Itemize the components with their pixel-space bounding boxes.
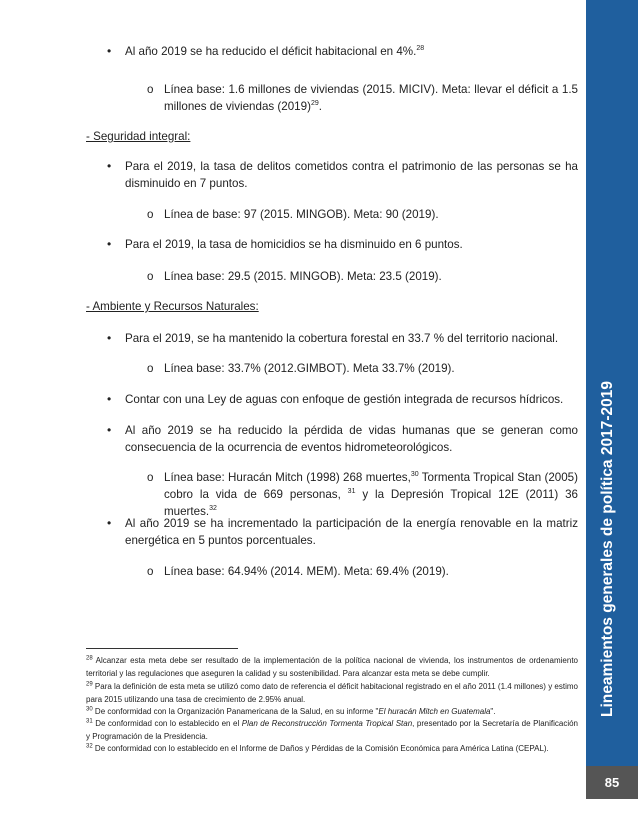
footnote-number: 28 bbox=[86, 655, 93, 662]
footnote-text: , presentado por la Secretaría de Planificación y Programación de la Presidencia. bbox=[86, 719, 578, 741]
sub-item-deficit-baseline: o Línea base: 1.6 millones de viviendas (2015. MICIV). Meta: llevar el déficit a 1.5 millones de viviendas $(2019)^{29}$. bbox=[147, 83, 578, 113]
sub-bullet-icon: o bbox=[147, 83, 154, 96]
sub-text: Línea base: 64.94% (2014. MEM). Meta: 69.4% (2019). bbox=[164, 565, 449, 578]
sub-text: Línea base: 33.7% (2012.GIMBOT). Meta 33.7% (2019). bbox=[164, 362, 455, 375]
footnote-text: ". bbox=[490, 707, 496, 716]
bullet-item-homicidios bbox=[86, 236, 578, 253]
sub-bullet-icon: o bbox=[147, 362, 154, 375]
footnote-31 bbox=[86, 718, 578, 743]
bullet-text: Al año 2019 se ha reducido el déficit habitacional en 4%. bbox=[125, 45, 417, 58]
footnote-number: 31 bbox=[86, 718, 93, 725]
section-heading-seguridad: - Seguridad integral: bbox=[86, 130, 191, 143]
footnote-text: Para la definición de esta meta se utilizó como dato de referencia el déficit habitacional registrado en el año 2011 (1.4 millones) y estimo para 2015 utilizando una tasa de crecimiento de 2.95% anual. bbox=[86, 682, 578, 704]
bullet-item-patrimonio bbox=[86, 158, 578, 192]
bullet-icon: • bbox=[107, 423, 112, 437]
sub-bullet-icon: o bbox=[147, 471, 154, 484]
section-heading-ambiente: - Ambiente y Recursos Naturales: bbox=[86, 300, 259, 313]
bullet-item-vidas-humanas bbox=[86, 422, 578, 456]
bullet-text: Para el 2019, la tasa de delitos cometidos contra el patrimonio de las personas se ha disminuido en 7 puntos. bbox=[125, 160, 578, 190]
footnote-title: El huracán Mitch en Guatemala bbox=[378, 707, 491, 716]
sub-bullet-icon: o bbox=[147, 270, 154, 283]
page-number: 85 bbox=[586, 766, 638, 799]
footnote-number: 30 bbox=[86, 706, 93, 713]
footnote-30 bbox=[86, 706, 578, 719]
bullet-icon: • bbox=[107, 159, 112, 173]
bullet-text: Al año 2019 se ha reducido la pérdida de vidas humanas que se generan como consecuencia de la ocurrencia de eventos hidrometeorológicos. bbox=[125, 424, 578, 454]
sub-text: Línea de base: 97 (2015. MINGOB). Meta: 90 (2019). bbox=[164, 208, 439, 221]
footnote-ref: 31 bbox=[347, 488, 356, 496]
sidebar-title: Lineamientos generales de política 2017-2019 bbox=[599, 381, 616, 717]
footnote-ref: 30 bbox=[410, 471, 419, 479]
footnote-text: De conformidad con lo establecido en el bbox=[92, 719, 242, 728]
footnote-ref: 32 bbox=[209, 505, 217, 513]
footnote-29 bbox=[86, 681, 578, 706]
footnote-title: Plan de Reconstrucción Tormenta Tropical Stan bbox=[241, 719, 413, 728]
bullet-icon: • bbox=[107, 516, 112, 530]
sub-item-cobertura-baseline bbox=[86, 360, 578, 377]
footnote-number: 32 bbox=[86, 743, 93, 750]
bullet-item-ley-aguas bbox=[86, 391, 578, 408]
sub-bullet-icon: o bbox=[147, 208, 154, 221]
footnote-divider bbox=[86, 648, 238, 649]
bullet-item-energia bbox=[86, 515, 578, 549]
sub-text: Línea base: 1.6 millones de viviendas (2015. MICIV). Meta: llevar el déficit a 1.5 millones de viviendas (2019) bbox=[164, 83, 578, 113]
footnote-text: De conformidad con lo establecido en el Informe de Daños y Pérdidas de la Comisión Económica para América Latina (CEPAL). bbox=[92, 744, 549, 753]
bullet-text: Para el 2019, la tasa de homicidios se ha disminuido en 6 puntos. bbox=[125, 238, 463, 251]
bullet-text: Al año 2019 se ha incrementado la participación de la energía renovable en la matriz energética en 5 puntos porcentuales. bbox=[125, 517, 578, 547]
sub-text: Tormenta Tropical Stan (2005) cobro la vida de 669 personas, bbox=[164, 471, 578, 501]
sub-item-vidas-baseline bbox=[86, 469, 578, 520]
bullet-item-deficit bbox=[86, 43, 578, 60]
sub-text: y la Depresión Tropical 12E (2011) 36 muertes. bbox=[164, 488, 578, 518]
bullet-item-cobertura bbox=[86, 330, 578, 347]
bullet-icon: • bbox=[107, 44, 112, 58]
bullet-icon: • bbox=[107, 392, 112, 406]
footnote-text: De conformidad con la Organización Panamericana de la Salud, en su informe " bbox=[92, 707, 379, 716]
sub-item-homicidios-baseline bbox=[86, 268, 578, 285]
footnote-text: Alcanzar esta meta debe ser resultado de la implementación de la política nacional de vivienda, los instrumentos de ordenamiento territorial y las regulaciones que aseguren la calidad y su sostenibilidad. Para alcanzar esta meta se debe cumplir. bbox=[86, 656, 578, 678]
bullet-icon: • bbox=[107, 331, 112, 345]
footnote-number: 29 bbox=[86, 681, 93, 688]
sub-item-energia-baseline bbox=[86, 563, 578, 580]
sub-text: Línea base: 29.5 (2015. MINGOB). Meta: 23.5 (2019). bbox=[164, 270, 442, 283]
bullet-text: Para el 2019, se ha mantenido la cobertura forestal en 33.7 % del territorio nacional. bbox=[125, 332, 559, 345]
sub-text: Línea base: Huracán Mitch (1998) 268 muertes, bbox=[164, 471, 411, 484]
footnote-ref: 28 bbox=[416, 45, 425, 53]
sub-item-patrimonio-baseline bbox=[86, 206, 578, 223]
bullet-text: Contar con una Ley de aguas con enfoque de gestión integrada de recursos hídricos. bbox=[125, 393, 564, 406]
sub-bullet-icon: o bbox=[147, 565, 154, 578]
bullet-icon: • bbox=[107, 237, 112, 251]
footnote-28 bbox=[86, 655, 578, 680]
footnote-32 bbox=[86, 743, 578, 756]
footnote-ref: 29 bbox=[310, 100, 319, 108]
